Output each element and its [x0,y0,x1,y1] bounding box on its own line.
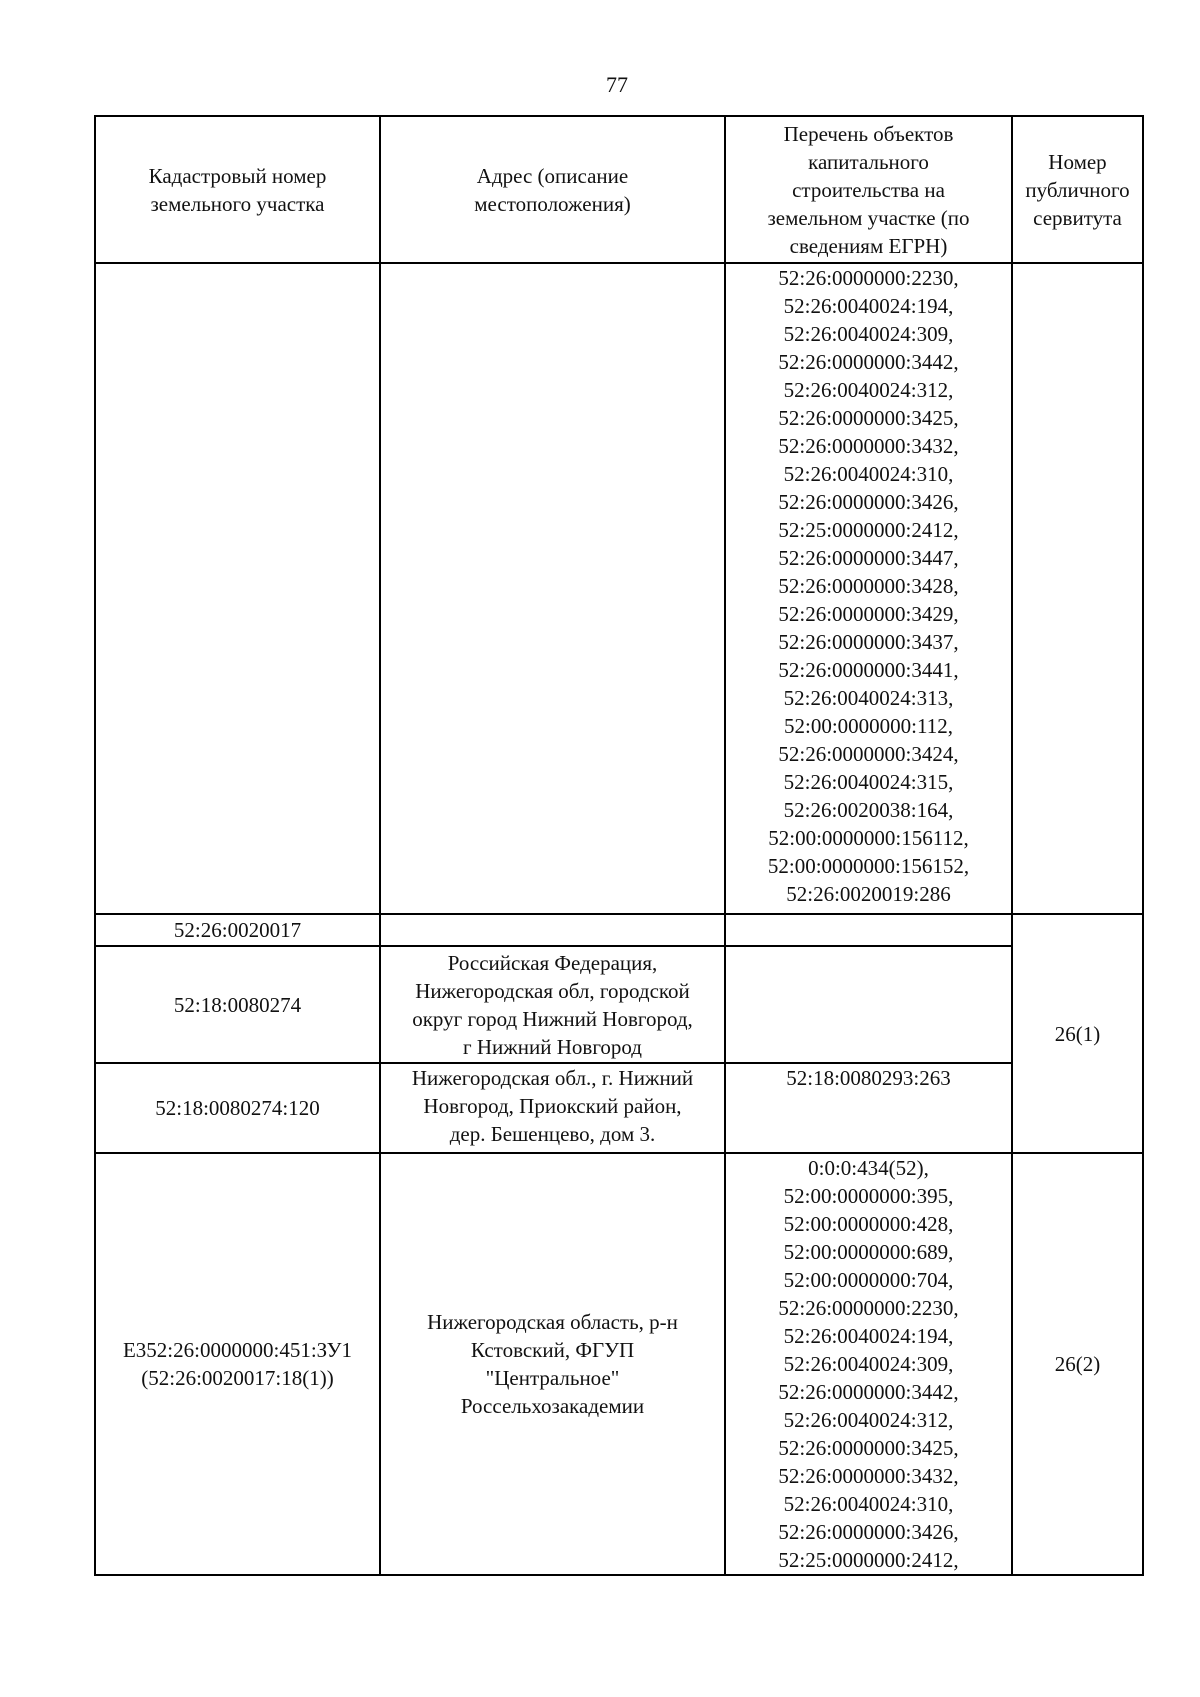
table-row [95,914,1143,946]
cell-cadastral [95,263,380,914]
table-row [95,1153,1143,1575]
header-capital-objects: Перечень объектов капитального строительства на земельном участке (по сведениям ЕГРН) [725,116,1012,263]
cell-objects [725,946,1012,1063]
cell-address [380,263,725,914]
cell-servitude [1012,263,1143,914]
cell-objects [725,914,1012,946]
cell-cadastral: 52:26:0020017 [95,914,380,946]
cell-servitude-group: 26(1) [1012,914,1143,1153]
table-row [95,946,1143,1063]
cell-address: Нижегородская обл., г. Нижний Новгород, Приокский район, дер. Бешенцево, дом 3. [380,1063,725,1153]
table-row [95,263,1143,914]
cell-address: Российская Федерация, Нижегородская обл, городской округ город Нижний Новгород, г Нижний Новгород [380,946,725,1063]
cell-address [380,914,725,946]
table-header-row [95,116,1143,263]
cell-servitude: 26(2) [1012,1153,1143,1575]
table-row [95,1063,1143,1153]
cell-objects: 52:18:0080293:263 [725,1063,1012,1153]
cell-cadastral: Е352:26:0000000:451:ЗУ1 (52:26:0020017:18(1)) [95,1153,380,1575]
cell-objects: 0:0:0:434(52), 52:00:0000000:395, 52:00:0000000:428, 52:00:0000000:689, 52:00:0000000:704, 52:26:0000000:2230, 52:26:0040024:194, 52:26:0040024:309, 52:26:0000000:3442, 52:26:0040024:312, 52:26:0000000:3425, 52:26:0000000:3432, 52:26:0040024:310, 52:26:0000000:3426, 52:25:0000000:2412, [725,1153,1012,1575]
cadastral-table [94,115,1144,1576]
header-address: Адрес (описание местоположения) [380,116,725,263]
header-cadastral-number: Кадастровый номер земельного участка [95,116,380,263]
cell-cadastral: 52:18:0080274 [95,946,380,1063]
cell-address: Нижегородская область, р-н Кстовский, ФГУП "Центральное" Россельхозакадемии [380,1153,725,1575]
cell-cadastral: 52:18:0080274:120 [95,1063,380,1153]
header-servitude-number: Номер публичного сервитута [1012,116,1143,263]
page-number: 77 [606,72,628,97]
cell-objects: 52:26:0000000:2230, 52:26:0040024:194, 52:26:0040024:309, 52:26:0000000:3442, 52:26:0040024:312, 52:26:0000000:3425, 52:26:0000000:3432, 52:26:0040024:310, 52:26:0000000:3426, 52:25:0000000:2412, 52:26:0000000:3447, 52:26:0000000:3428, 52:26:0000000:3429, 52:26:0000000:3437, 52:26:0000000:3441, 52:26:0040024:313, 52:00:0000000:112, 52:26:0000000:3424, 52:26:0040024:315, 52:26:0020038:164, 52:00:0000000:156112, 52:00:0000000:156152, 52:26:0020019:286 [725,263,1012,914]
